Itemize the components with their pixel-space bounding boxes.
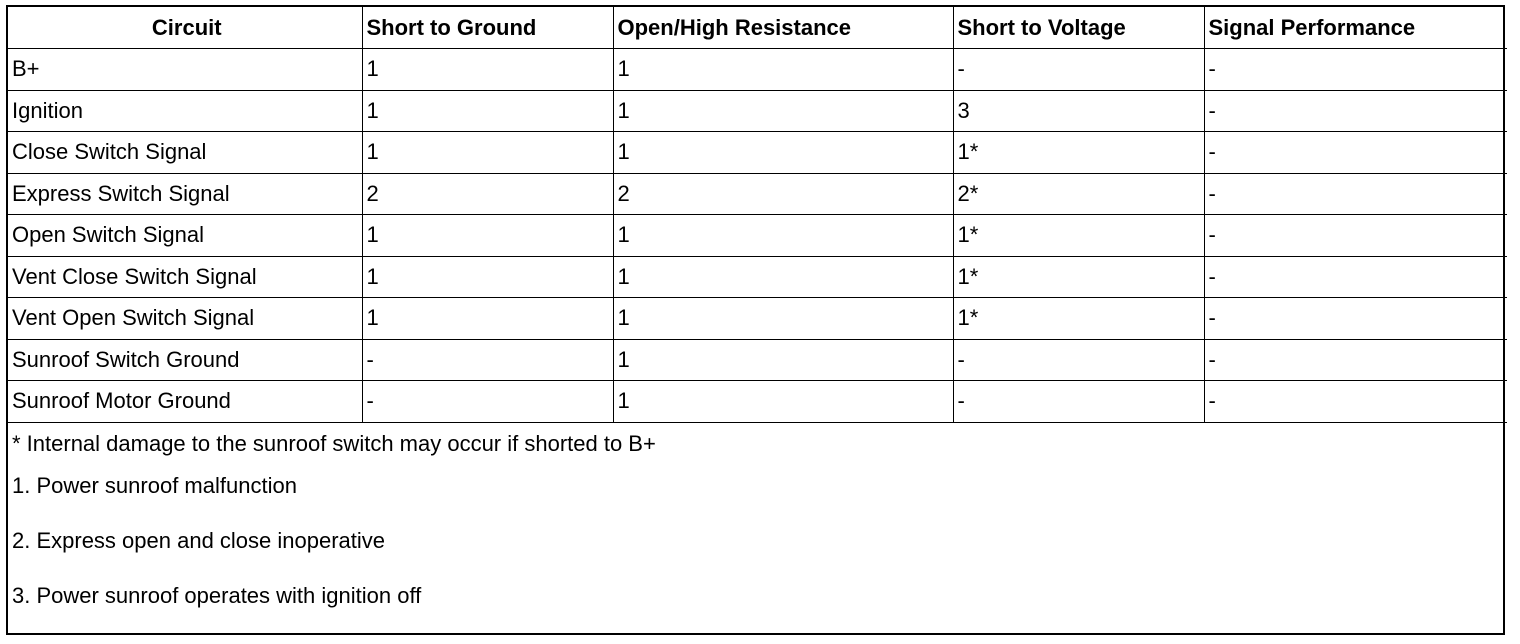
table-body bbox=[8, 49, 1507, 423]
table-row bbox=[8, 215, 1507, 257]
fault-code-cell: 1* bbox=[953, 256, 1204, 298]
diagnostic-table-frame bbox=[6, 5, 1505, 635]
table-header-row bbox=[8, 7, 1507, 49]
note-3: 3. Power sunroof operates with ignition off bbox=[12, 582, 422, 608]
fault-code-cell: - bbox=[953, 49, 1204, 91]
header-open-high-resistance: Open/High Resistance bbox=[613, 7, 953, 49]
table-row bbox=[8, 132, 1507, 174]
fault-code-cell: 1 bbox=[613, 339, 953, 381]
fault-code-cell: 1* bbox=[953, 215, 1204, 257]
fault-code-cell: 1 bbox=[362, 49, 613, 91]
fault-code-cell: - bbox=[1204, 339, 1507, 381]
fault-code-cell: 1 bbox=[362, 256, 613, 298]
fault-code-cell: - bbox=[1204, 173, 1507, 215]
table-row bbox=[8, 339, 1507, 381]
fault-code-cell: 1 bbox=[613, 256, 953, 298]
note-asterisk: * Internal damage to the sunroof switch may occur if shorted to B+ bbox=[12, 430, 656, 456]
circuit-name-cell: Open Switch Signal bbox=[8, 215, 362, 257]
fault-code-cell: 1 bbox=[613, 90, 953, 132]
circuit-name-cell: B+ bbox=[8, 49, 362, 91]
circuit-name-cell: Express Switch Signal bbox=[8, 173, 362, 215]
fault-code-cell: 1 bbox=[362, 215, 613, 257]
fault-code-cell: 1 bbox=[613, 215, 953, 257]
table-row bbox=[8, 298, 1507, 340]
fault-code-cell: 1* bbox=[953, 132, 1204, 174]
header-short-to-ground: Short to Ground bbox=[362, 7, 613, 49]
circuit-name-cell: Sunroof Switch Ground bbox=[8, 339, 362, 381]
fault-code-cell: - bbox=[362, 381, 613, 423]
fault-code-cell: - bbox=[1204, 215, 1507, 257]
fault-code-cell: 1 bbox=[362, 298, 613, 340]
table-row bbox=[8, 49, 1507, 91]
table-row bbox=[8, 173, 1507, 215]
table-row bbox=[8, 381, 1507, 423]
fault-code-cell: 3 bbox=[953, 90, 1204, 132]
fault-code-cell: - bbox=[1204, 90, 1507, 132]
fault-code-cell: 1 bbox=[362, 132, 613, 174]
circuit-name-cell: Vent Open Switch Signal bbox=[8, 298, 362, 340]
fault-code-cell: - bbox=[1204, 298, 1507, 340]
fault-code-cell: - bbox=[1204, 256, 1507, 298]
fault-code-cell: - bbox=[362, 339, 613, 381]
table-row bbox=[8, 90, 1507, 132]
header-circuit: Circuit bbox=[8, 7, 362, 49]
fault-code-cell: - bbox=[953, 381, 1204, 423]
circuit-fault-table bbox=[8, 7, 1507, 423]
table-row bbox=[8, 256, 1507, 298]
fault-code-cell: - bbox=[1204, 49, 1507, 91]
fault-code-cell: - bbox=[1204, 381, 1507, 423]
fault-code-cell: 1 bbox=[613, 381, 953, 423]
note-1: 1. Power sunroof malfunction bbox=[12, 472, 297, 498]
fault-code-cell: - bbox=[1204, 132, 1507, 174]
header-short-to-voltage: Short to Voltage bbox=[953, 7, 1204, 49]
circuit-name-cell: Vent Close Switch Signal bbox=[8, 256, 362, 298]
fault-code-cell: 1* bbox=[953, 298, 1204, 340]
fault-code-cell: 2* bbox=[953, 173, 1204, 215]
header-signal-performance: Signal Performance bbox=[1204, 7, 1507, 49]
fault-code-cell: 1 bbox=[362, 90, 613, 132]
notes-section bbox=[8, 423, 1503, 630]
fault-code-cell: - bbox=[953, 339, 1204, 381]
fault-code-cell: 1 bbox=[613, 298, 953, 340]
note-2: 2. Express open and close inoperative bbox=[12, 527, 386, 553]
fault-code-cell: 2 bbox=[362, 173, 613, 215]
circuit-name-cell: Ignition bbox=[8, 90, 362, 132]
circuit-name-cell: Close Switch Signal bbox=[8, 132, 362, 174]
circuit-name-cell: Sunroof Motor Ground bbox=[8, 381, 362, 423]
fault-code-cell: 1 bbox=[613, 132, 953, 174]
fault-code-cell: 1 bbox=[613, 49, 953, 91]
fault-code-cell: 2 bbox=[613, 173, 953, 215]
